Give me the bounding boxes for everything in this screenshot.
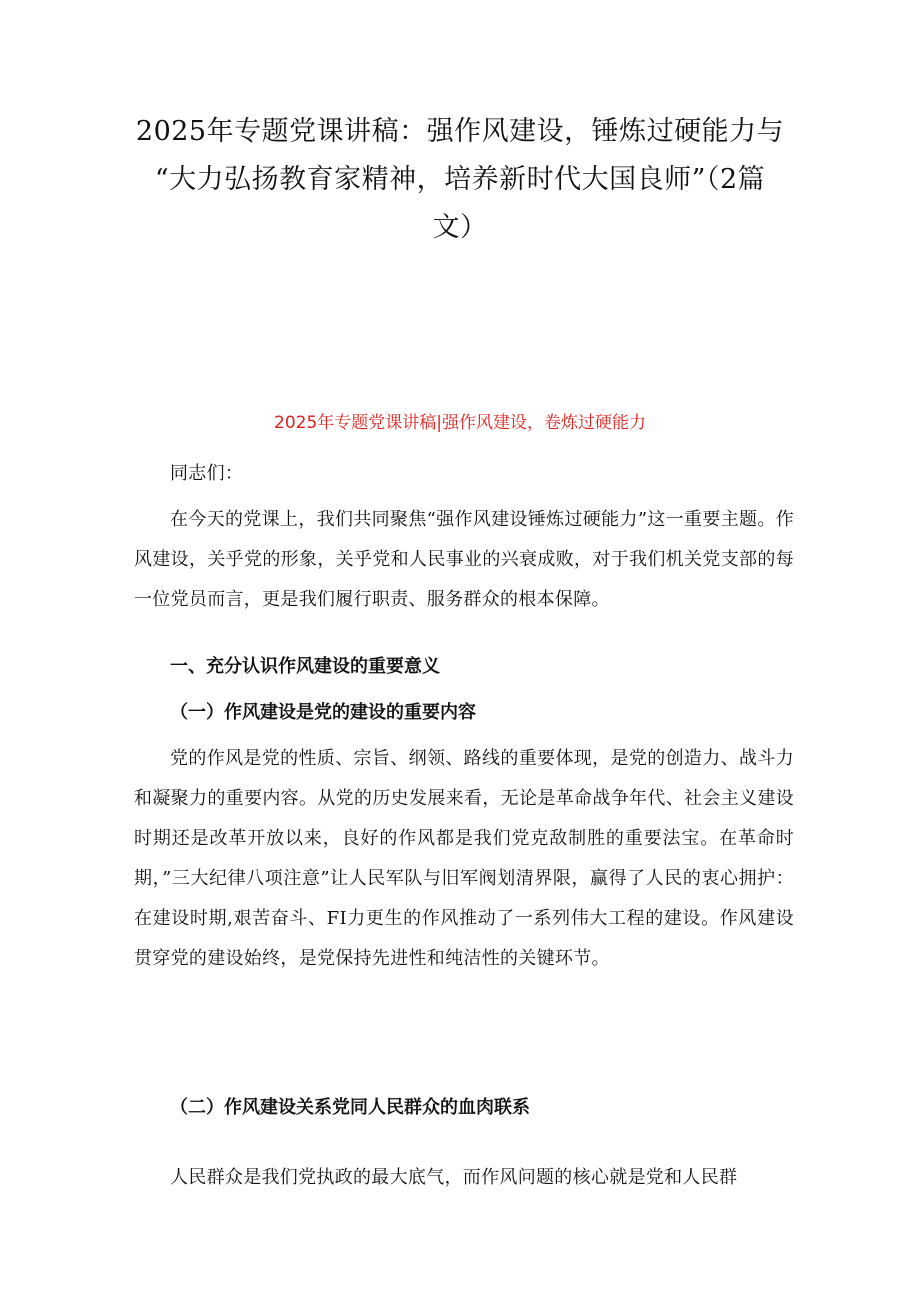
document-title bbox=[120, 108, 800, 252]
document-title-line-1: 2025年专题党课讲稿：强作风建设，锤炼过硬能力与 bbox=[135, 116, 785, 147]
body-paragraph-second: 人民群众是我们党执政的最大底气，而作风问题的核心就是党和人民群 bbox=[170, 1167, 738, 1188]
document-title-line-3: 文） bbox=[432, 212, 488, 243]
greeting: 同志们： bbox=[170, 463, 244, 484]
section-title: 2025年专题党课讲稿|强作风建设，卷炼过硬能力 bbox=[274, 413, 646, 433]
heading-level-2-first: （一）作风建设是党的建设的重要内容 bbox=[170, 702, 476, 723]
intro-paragraph: 在今天的党课上，我们共同聚焦“强作风建设锤炼过硬能力”这一重要主题。作风建设，关乎党的形象，关乎党和人民事业的兴衰成败，对于我们机关党支部的每一位党员而言，更是我们履行职责、服务群众的根本保障。 bbox=[134, 509, 794, 610]
document-title-line-2: “大力弘扬教育家精神，培养新时代大国良师”（2篇 bbox=[154, 164, 766, 195]
heading-level-1: 一、充分认识作风建设的重要意义 bbox=[170, 656, 440, 677]
heading-level-2-second: （二）作风建设关系党同人民群众的血肉联系 bbox=[170, 1097, 530, 1118]
body-paragraph-first: 党的作风是党的性质、宗旨、纲领、路线的重要体现，是党的创造力、战斗力和凝聚力的重要内容。从党的历史发展来看，无论是革命战争年代、社会主义建设时期还是改革开放以来，良好的作风都是我们党克敌制胜的重要法宝。在革命时期，”三大纪律八项注意”让人民军队与旧军阀划清界限，赢得了人民的衷心拥护：在建设时期,艰苦奋斗、FI力更生的作风推动了一系列伟大工程的建设。作风建设贯穿党的建设始终，是党保持先进性和纯洁性的关键环节。 bbox=[134, 748, 794, 969]
